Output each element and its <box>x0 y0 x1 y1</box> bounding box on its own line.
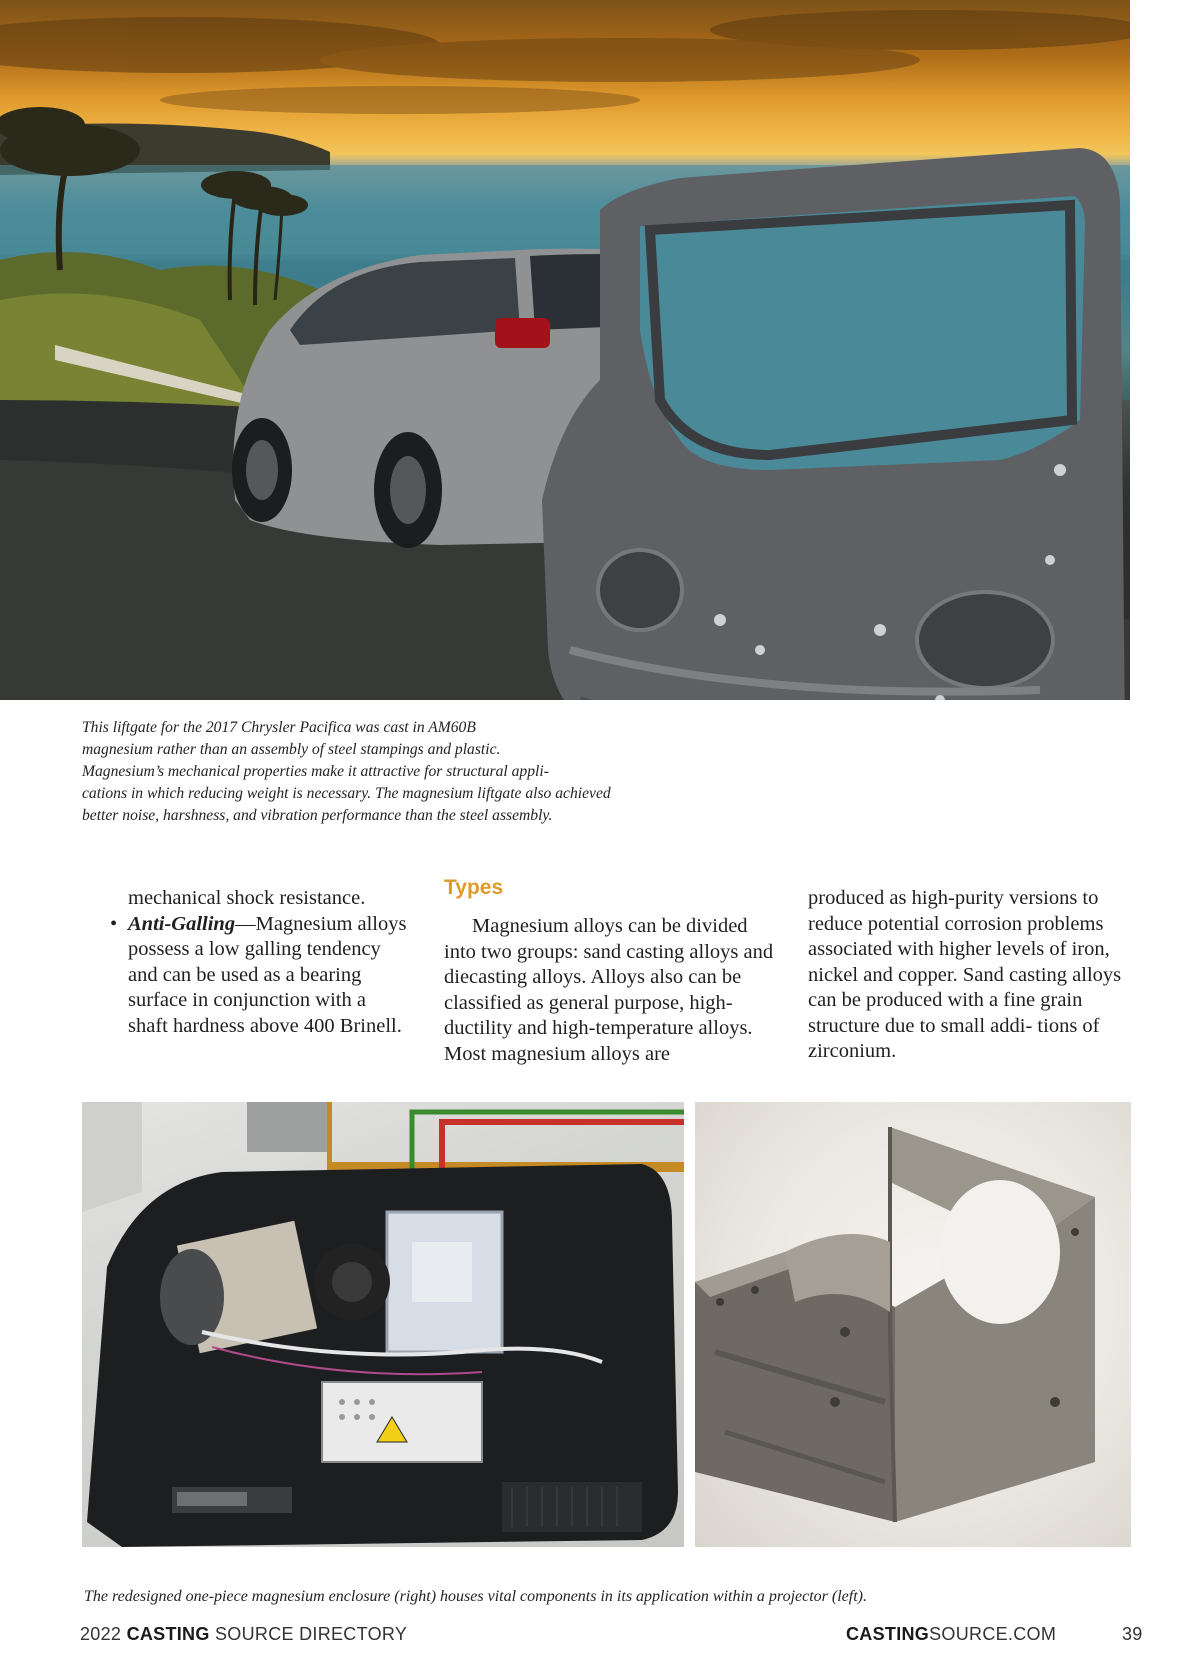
hero-caption <box>82 717 722 827</box>
sunset-clouds <box>0 10 1130 114</box>
footer-website[interactable] <box>846 1624 1056 1645</box>
footer-year: 2022 <box>80 1624 122 1644</box>
footer-site-rest: SOURCE.COM <box>929 1624 1057 1644</box>
hero-caption-line: This liftgate for the 2017 Chrysler Pacifica was cast in AM60B <box>82 719 476 736</box>
liftgate-casting <box>542 148 1125 700</box>
types-paragraph: Magnesium alloys can be divided into two groups: sand casting alloys and diecasting alloys. Alloys also can be classified as general purpose, high-ductility and high-temperature alloys. Most magnesium alloys are <box>444 915 774 1065</box>
bottom-caption: The redesigned one-piece magnesium enclosure (right) houses vital components in its application within a projector (left). <box>84 1588 867 1605</box>
page-number: 39 <box>1122 1624 1143 1644</box>
continued-text: mechanical shock resistance. <box>128 887 366 909</box>
hero-caption-line: magnesium rather than an assembly of steel stampings and plastic. <box>82 741 501 758</box>
bullet-icon: • <box>110 912 118 935</box>
footer-site-bold: CASTING <box>846 1624 930 1644</box>
text-column-2 <box>444 914 774 1067</box>
section-heading-types: Types <box>444 876 504 899</box>
bullet-dash: — <box>235 912 256 935</box>
column3-paragraph: produced as high-purity versions to reduce potential corrosion problems associated with higher levels of iron, nickel and copper. Sand casting alloys can be produced with a fine grain structure due to small addi- tions of zirconium. <box>808 887 1122 1062</box>
hero-caption-line: better noise, harshness, and vibration performance than the steel assembly. <box>82 807 553 824</box>
footer-brand-rest: SOURCE DIRECTORY <box>214 1624 408 1644</box>
hero-caption-line: Magnesium’s mechanical properties make it attractive for structural appli- <box>82 763 549 780</box>
magnesium-enclosure-photo <box>695 1102 1131 1547</box>
text-column-1 <box>110 886 408 1039</box>
footer-brand-bold: CASTING <box>126 1624 210 1644</box>
footer-publication <box>80 1624 407 1645</box>
text-column-3 <box>808 886 1138 1065</box>
hero-photo-liftgate <box>0 0 1130 700</box>
projector-photo <box>82 1102 684 1547</box>
bullet-text: Magnesium alloys possess a low galling tendency and can be used as a bearing surface in conjunction with a shaft hardness above 400 Brinell. <box>128 912 407 1037</box>
bullet-anti-galling <box>110 912 408 1040</box>
hero-caption-line: cations in which reducing weight is necessary. The magnesium liftgate also achieved <box>82 785 611 802</box>
bullet-term: Anti-Galling <box>128 912 236 935</box>
